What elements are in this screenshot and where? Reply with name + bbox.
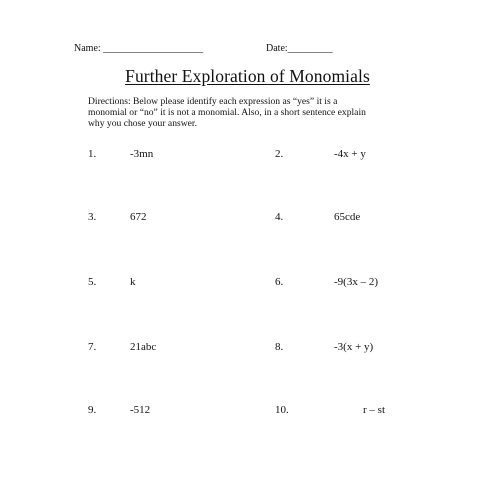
- problem-2-number: 2.: [275, 148, 284, 160]
- directions-text: Directions: Below please identify each expression as “yes” it is a monomial or “no” it is not a monomial. Also, in a short sentence explain why you chose your answer.: [88, 96, 366, 129]
- problem-7-number: 7.: [88, 341, 97, 353]
- problem-8-number: 8.: [275, 341, 284, 353]
- problem-6-number: 6.: [275, 276, 284, 288]
- problem-9-expression: -512: [130, 404, 151, 416]
- worksheet-title: Further Exploration of Monomials: [125, 66, 370, 86]
- problem-3-expression: 672: [130, 211, 147, 223]
- problem-9-number: 9.: [88, 404, 97, 416]
- name-line: Name: ____________________: [74, 43, 204, 54]
- problem-4-expression: 65cde: [334, 211, 361, 223]
- problem-1-number: 1.: [88, 148, 97, 160]
- problem-8-expression: -3(x + y): [334, 341, 374, 353]
- problem-7-expression: 21abc: [130, 341, 157, 353]
- problem-5-number: 5.: [88, 276, 97, 288]
- problem-10-expression: r – st: [363, 404, 385, 416]
- problem-6-expression: -9(3x – 2): [334, 276, 378, 288]
- date-line: Date:_________: [266, 43, 333, 54]
- problem-5-expression: k: [130, 276, 136, 288]
- problem-3-number: 3.: [88, 211, 97, 223]
- problem-4-number: 4.: [275, 211, 284, 223]
- problem-2-expression: -4x + y: [334, 148, 366, 160]
- problem-1-expression: -3mn: [130, 148, 154, 160]
- problem-10-number: 10.: [275, 404, 289, 416]
